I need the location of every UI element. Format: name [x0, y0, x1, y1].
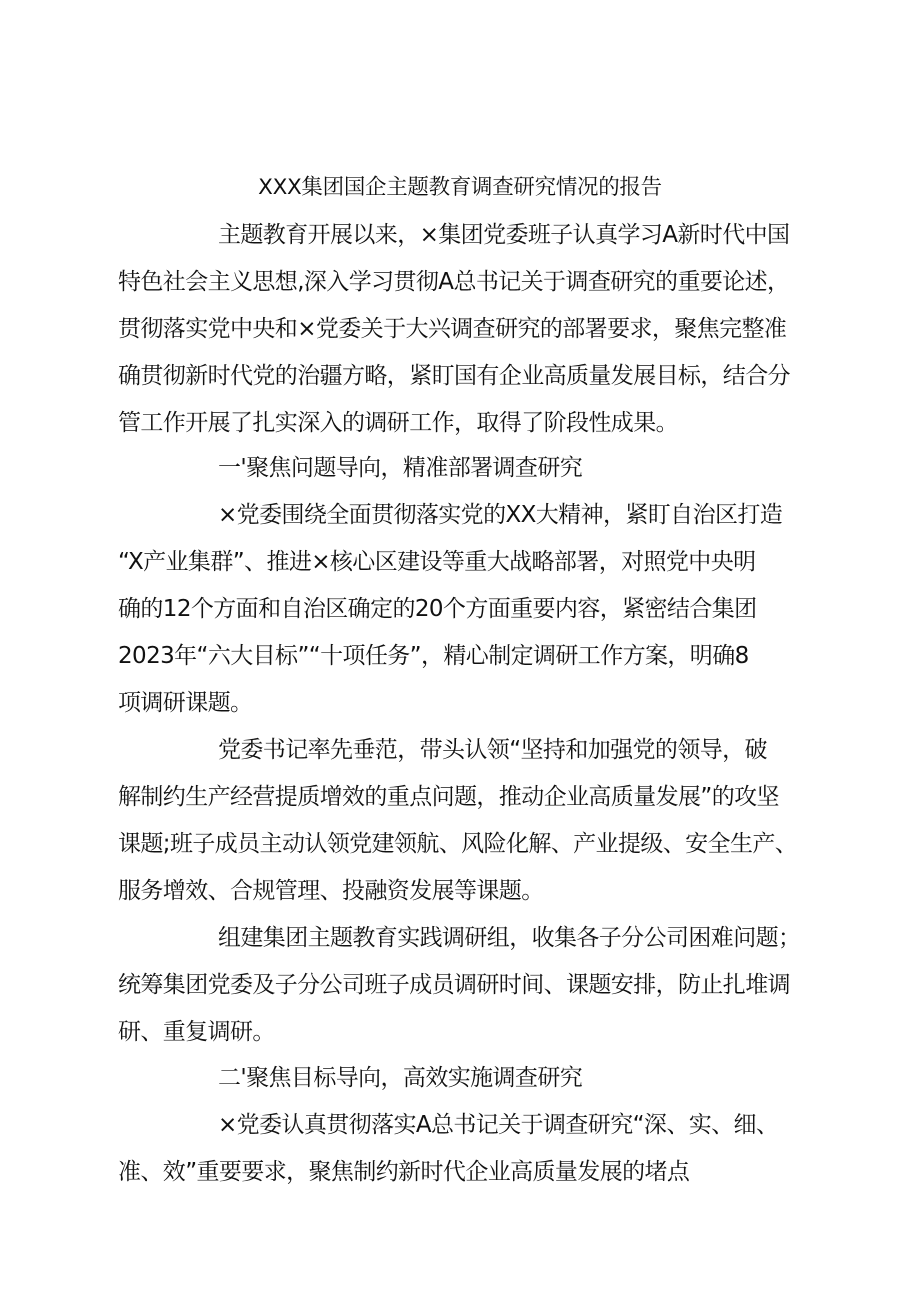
paragraph-line: 2023年“六大目标”“十项任务”，精心制定调研工作方案，明确8	[118, 643, 749, 669]
paragraph-line: 统筹集团党委及子分公司班子成员调研时间、课题安排，防止扎堆调	[118, 972, 791, 998]
paragraph-line: 贯彻落实党中央和×党委关于大兴调查研究的部署要求，聚焦完整准	[118, 316, 787, 342]
document-title: XXX集团国企主题教育调查研究情况的报告	[258, 175, 662, 200]
paragraph-line: 准、效”重要要求，聚焦制约新时代企业高质量发展的堵点	[118, 1159, 690, 1185]
paragraph-line: 管工作开展了扎实深入的调研工作，取得了阶段性成果。	[118, 410, 679, 436]
paragraph-line: 研、重复调研。	[118, 1019, 275, 1045]
paragraph-line: 党委书记率先垂范，带头认领“坚持和加强党的领导，破	[218, 737, 767, 763]
paragraph-line: 项调研课题。	[118, 690, 253, 716]
paragraph-line: 解制约生产经营提质增效的重点问题，推动企业高质量发展”的攻坚	[118, 784, 779, 810]
paragraph-line: 确贯彻新时代党的治疆方略，紧盯国有企业高质量发展目标，结合分	[118, 363, 791, 389]
section-heading: 二'聚焦目标导向，高效实施调查研究	[218, 1065, 583, 1091]
paragraph-line: 服务增效、合规管理、投融资发展等课题。	[118, 878, 544, 904]
section-heading: 一'聚焦问题导向，精准部署调查研究	[218, 455, 583, 481]
paragraph-line: ×党委认真贯彻落实A总书记关于调查研究“深、实、细、	[218, 1112, 779, 1138]
paragraph-line: “X产业集群”、推进×核心区建设等重大战略部署，对照党中央明	[118, 549, 756, 575]
paragraph-line: 确的12个方面和自治区确定的20个方面重要内容，紧密结合集团	[118, 596, 757, 622]
paragraph-line: ×党委围绕全面贯彻落实党的XX大精神，紧盯自治区打造	[218, 502, 783, 528]
paragraph-line: 特色社会主义思想,深入学习贯彻A总书记关于调查研究的重要论述，	[118, 269, 790, 295]
paragraph-line: 组建集团主题教育实践调研组，收集各子分公司困难问题；	[218, 925, 801, 951]
paragraph-line: 主题教育开展以来，×集团党委班子认真学习A新时代中国	[218, 222, 790, 248]
paragraph-line: 课题;班子成员主动认领党建领航、风险化解、产业提级、安全生产、	[118, 831, 798, 857]
